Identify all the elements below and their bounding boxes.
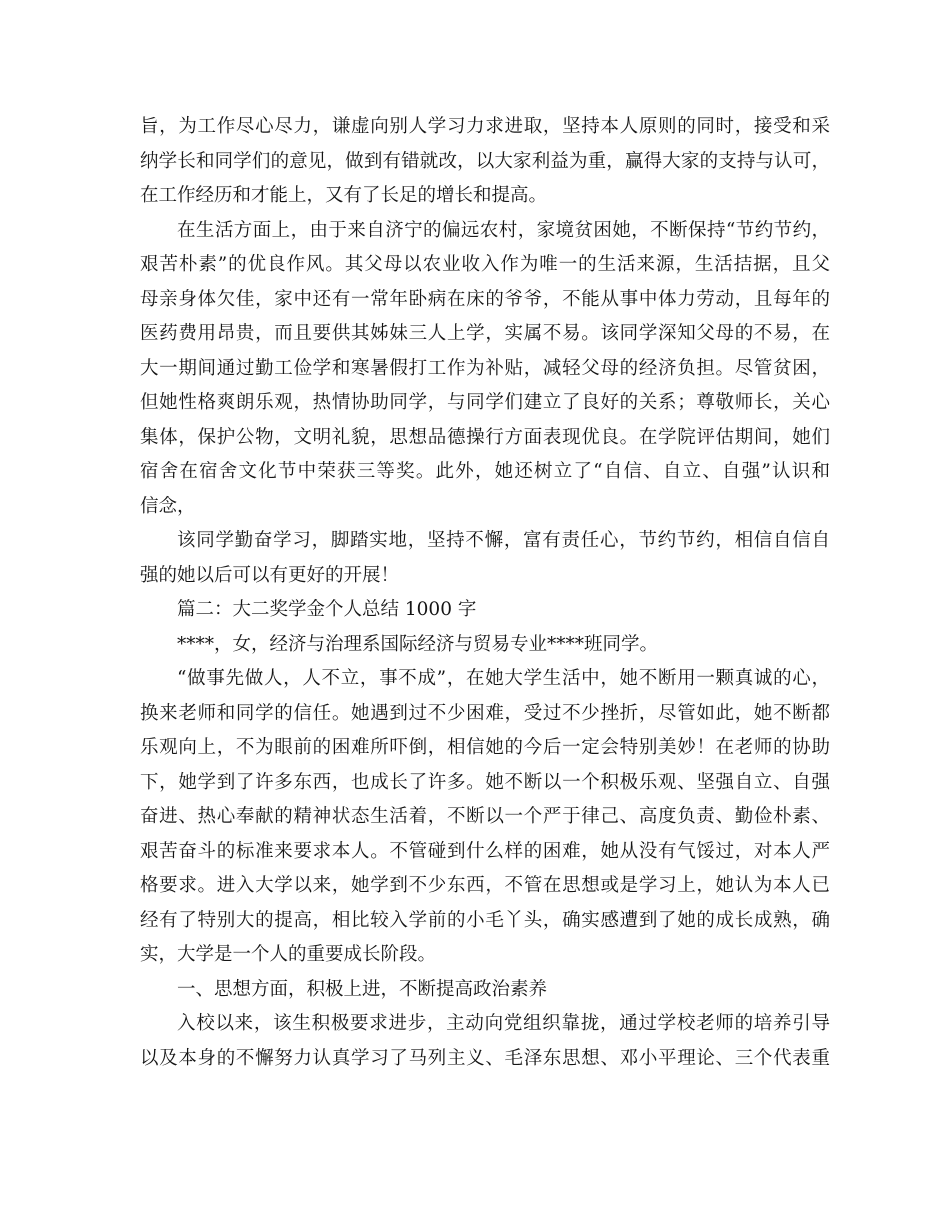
subsection-heading: 一、思想方面，积极上进，不断提高政治素养 [177,978,548,1000]
paragraph-start-line: 入校以来，该生积极要求进步，主动向党组织靠拢，通过学校老师的培养引导 [177,1013,830,1034]
text-line: 强的她以后可以有更好的开展！ [140,564,400,586]
text-line: 艰苦朴素”的优良作风。其父母以农业收入作为唯一的生活来源，生活拮据，且父 [140,254,830,275]
text-line: 奋进、热心奉献的精神状态生活着，不断以一个严于律己、高度负责、勤俭朴素、 [140,806,830,827]
text-line: 以及本身的不懈努力认真学习了马列主义、毛泽东思想、邓小平理论、三个代表重 [140,1047,830,1069]
text-line: 换来老师和同学的信任。她遇到过不少困难，受过不少挫折，尽管如此，她不断都 [140,702,830,724]
text-line: 经有了特别大的提高，相比较入学前的小毛丫头，确实感遭到了她的成长成熟，确 [140,909,830,931]
text-line: 医药费用昂贵，而且要供其姊妹三人上学，实属不易。该同学深知父母的不易，在 [140,323,830,344]
text-line: 在工作经历和才能上，又有了长足的增长和提高。 [140,185,548,206]
text-line: 母亲身体欠佳，家中还有一常年卧病在床的爷爷，不能从事中体力劳动，且每年的 [140,288,830,310]
student-intro-line: ****，女，经济与治理系国际经济与贸易专业****班同学。 [177,633,659,655]
text-line: 乐观向上，不为眼前的困难所吓倒，相信她的今后一定会特别美妙！在老师的协助 [140,737,830,758]
text-line: 格要求。进入大学以来，她学到不少东西，不管在思想或是学习上，她认为本人已 [140,875,830,896]
text-line: 宿舍在宿舍文化节中荣获三等奖。此外，她还树立了“自信、自立、自强”认识和 [140,461,830,482]
text-line: 信念， [140,495,196,517]
text-line: 纳学长和同学们的意见，做到有错就改，以大家利益为重，赢得大家的支持与认可， [140,150,830,172]
paragraph-start-line: 该同学勤奋学习，脚踏实地，坚持不懈，富有责任心，节约节约，相信自信自 [177,530,830,551]
paragraph-start-line: 在生活方面上，由于来自济宁的偏远农村，家境贫困她，不断保持“节约节约， [177,219,830,241]
text-line: 大一期间通过勤工俭学和寒暑假打工作为补贴，减轻父母的经济负担。尽管贫困， [140,357,830,379]
text-line: 旨，为工作尽心尽力，谦虚向别人学习力求进取，坚持本人原则的同时，接受和采 [140,116,830,137]
text-line: 艰苦奋斗的标准来要求本人。不管碰到什么样的困难，她从没有气馁过，对本人严 [140,840,830,862]
text-line: 集体，保护公物，文明礼貌，思想品德操行方面表现优良。在学院评估期间，她们 [140,426,830,448]
paragraph-start-line: “做事先做人，人不立，事不成”，在她大学生活中，她不断用一颗真诚的心， [177,668,830,689]
text-line: 但她性格爽朗乐观，热情协助同学，与同学们建立了良好的关系；尊敬师长，关心 [140,392,830,413]
text-line: 实，大学是一个人的重要成长阶段。 [140,944,437,965]
section-heading: 篇二：大二奖学金个人总结 1000 字 [177,599,477,620]
document-body [140,110,830,1076]
text-line: 下，她学到了许多东西，也成长了许多。她不断以一个积极乐观、坚强自立、自强 [140,771,830,793]
